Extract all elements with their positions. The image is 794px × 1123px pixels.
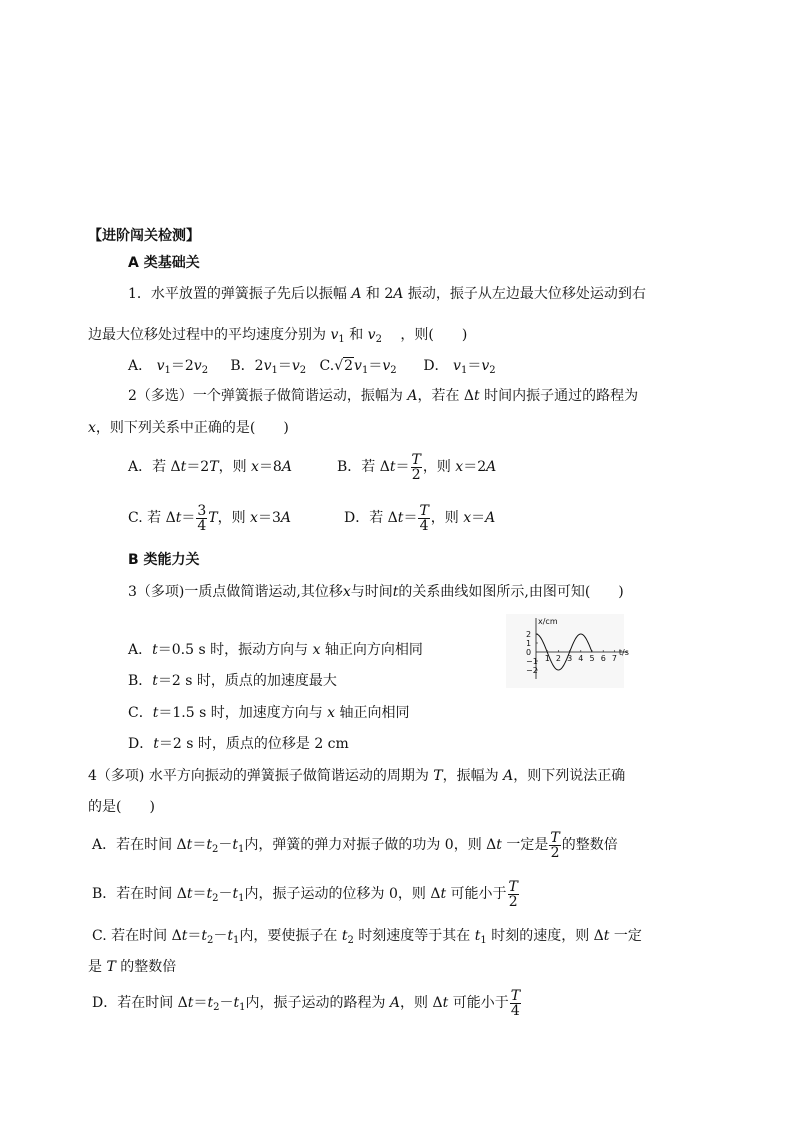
q4-line2: 的是( ) [88, 799, 155, 815]
q4-line1: 4（多项) 水平方向振动的弹簧振子做简谐运动的周期为 T，振幅为 A，则下列说法正确 [88, 768, 626, 784]
q1-options [128, 356, 496, 381]
q4-option-a: A．若在时间 $\Delta t=t_2-t_1$内，弹簧的弹力对振子做的功为 0，则 Δt 一定是 $\frac{T}{2}$ 的整数倍 [92, 829, 618, 861]
q4-option-d: D．若在时间 $\Delta t=t_2-t_1$内，振子运动的路程为 A，则 Δt 可能小于 $\frac{T}{4}$ [92, 987, 521, 1019]
section-a-title: A 类基础关 [128, 255, 200, 271]
q2-line2: x，则下列关系中正确的是( ) [88, 420, 289, 436]
y-tick-label: 2 [526, 630, 532, 639]
section-b-title: B 类能力关 [128, 552, 200, 568]
q1-option-c: $C.√2v_1=v_2$ [319, 358, 397, 376]
x-tick-label: 5 [589, 654, 595, 663]
q3-option-a: A．t＝0.5 s 时，振动方向与 x 轴正向方向相同 [128, 642, 423, 658]
q3-option-b: B．t＝2 s 时，质点的加速度最大 [128, 673, 337, 689]
q4-option-c-line2: 是 T 的整数倍 [88, 959, 177, 975]
x-tick-label: 7 [611, 654, 617, 663]
x-tick-label: 1 [544, 654, 550, 663]
y-tick-label: −1 [526, 657, 538, 666]
x-axis-label: t/s [618, 648, 629, 657]
q2-line1: 2（多选）一个弹簧振子做简谐运动，振幅为 A，若在 Δt 时间内振子通过的路程为 [128, 388, 639, 404]
section-heading: 【进阶闯关检测】 [88, 228, 200, 244]
displacement-time-graph [506, 614, 629, 688]
q4-option-b: B．若在时间 $\Delta t=t_2-t_1$内，振子运动的位移为 0，则 Δt 可能小于 $\frac{T}{2}$ [92, 878, 518, 910]
q3-option-d: D．t＝2 s 时，质点的位移是 2 cm [128, 736, 349, 752]
q3-option-c: C．t＝1.5 s 时，加速度方向与 x 轴正向相同 [128, 705, 410, 721]
y-tick-label: −2 [526, 666, 538, 675]
q1-option-d: D． $v_1=v_2$ [423, 358, 496, 376]
y-tick-label: 1 [526, 639, 532, 648]
q2-option-c: C. 若 Δt＝ $\frac{3}{4}$ T，则 x＝3A [128, 502, 291, 534]
q2-option-d: D．若 Δt＝ $\frac{T}{4}$ ，则 x＝A [344, 502, 496, 534]
q1-line1: 1．水平放置的弹簧振子先后以振幅 A 和 2A 振动，振子从左边最大位移处运动到右 [128, 286, 646, 302]
sqrt-icon: √ [334, 358, 344, 374]
x-tick-label: 3 [567, 654, 573, 663]
q2-option-a: A．若 Δt＝2T，则 x＝8A [128, 459, 292, 475]
y-tick-label: 0 [526, 648, 532, 657]
q2-option-b: B．若 Δt＝ $\frac{T}{2}$ ，则 x＝2A [337, 451, 497, 483]
q4-option-c-line1: C. 若在时间 $\Delta t=t_2-t_1$内，要使振子在 $t_2$ 时刻速度等于其在 $t_1$ 时刻的速度，则 Δt 一定 [92, 928, 642, 946]
q1-line2: 边最大位移处过程中的平均速度分别为 $v_1$ 和 $v_2$ ，则( ) [88, 327, 468, 345]
x-tick-label: 6 [600, 654, 606, 663]
q3-stem: 3（多项)一质点做简谐运动,其位移x与时间t的关系曲线如图所示,由图可知( ) [128, 584, 624, 600]
x-tick-label: 2 [555, 654, 561, 663]
y-axis-label: x/cm [538, 617, 558, 626]
q1-option-a: A． $v_1=2v_2$ [128, 358, 209, 376]
x-tick-label: 4 [578, 654, 584, 663]
q1-option-b: B．$2v_1=v_2$ [230, 358, 307, 376]
q2-options-row1 [128, 452, 292, 482]
